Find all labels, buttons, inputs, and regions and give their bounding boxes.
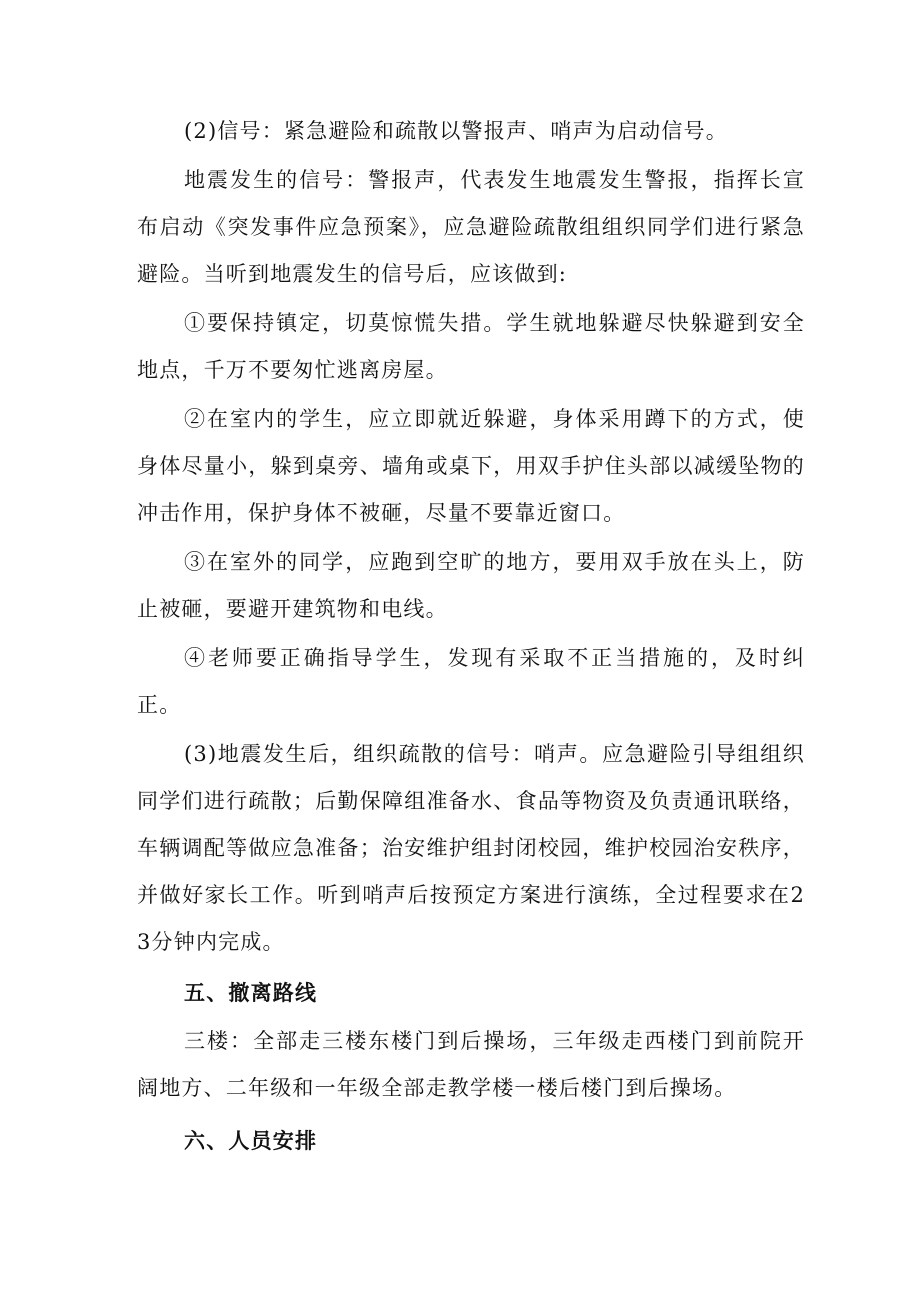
section-heading-evacuation-route: 五、撤离路线 [184,981,318,1005]
paragraph-earthquake-signal: 地震发生的信号：警报声，代表发生地震发生警报，指挥长宣布启动《突发事件应急预案》，应急避险疏散组组织同学们进行紧急避险。当听到地震发生的信号后，应该做到: [137,168,805,286]
paragraph-item-2: ②在室内的学生，应立即就近躲避，身体采用蹲下的方式，使身体尽量小，躲到桌旁、墙角或桌下，用双手护住头部以减缓坠物的冲击作用，保护身体不被砸，尽量不要靠近窗口。 [137,407,805,525]
paragraph-evacuation-signal: (3)地震发生后，组织疏散的信号：哨声。应急避险引导组组织同学们进行疏散；后勤保障组准备水、食品等物资及负责通讯联络，车辆调配等做应急准备；治安维护组封闭校园，维护校园治安秩序，并做好家长工作。听到哨声后按预定方案进行演练，全过程要求在23分钟内完成。 [137,742,805,954]
section-heading-staffing: 六、人员安排 [184,1129,318,1153]
paragraph-item-3: ③在室外的同学，应跑到空旷的地方，要用双手放在头上，防止被砸，要避开建筑物和电线。 [137,550,805,621]
document-page [137,108,805,1166]
paragraph-signal: (2)信号：紧急避险和疏散以警报声、哨声为启动信号。 [184,119,728,143]
paragraph-item-1: ①要保持镇定，切莫惊慌失措。学生就地躲避尽快躲避到安全地点，千万不要匆忙逃离房屋。 [137,311,805,382]
paragraph-third-floor-route: 三楼：全部走三楼东楼门到后操场，三年级走西楼门到前院开阔地方、二年级和一年级全部走教学楼一楼后楼门到后操场。 [137,1029,805,1100]
paragraph-item-4: ④老师要正确指导学生，发现有采取不正当措施的，及时纠正。 [137,646,805,717]
